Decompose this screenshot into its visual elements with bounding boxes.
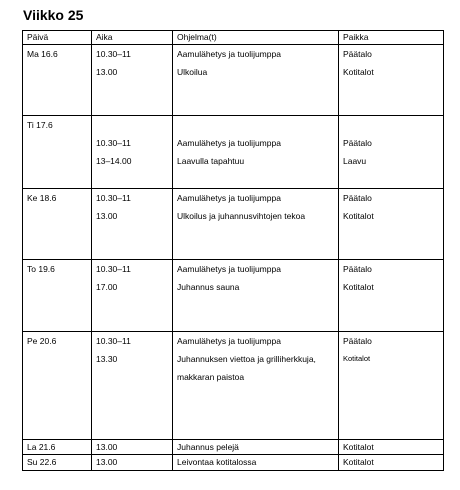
time-value: 10.30–11 bbox=[96, 138, 131, 148]
program-cell bbox=[173, 45, 339, 116]
place-text: Kotitalot bbox=[343, 282, 374, 292]
table-row bbox=[23, 189, 444, 260]
place-cell bbox=[339, 455, 444, 471]
program-text: Laavulla tapahtuu bbox=[177, 156, 245, 166]
time-value: 10.30–11 bbox=[96, 264, 131, 274]
time-cell bbox=[92, 116, 173, 189]
place-cell bbox=[339, 332, 444, 440]
place-cell bbox=[339, 260, 444, 332]
place-cell bbox=[339, 440, 444, 455]
day-label: Pe 20.6 bbox=[27, 336, 57, 346]
day-label: La 21.6 bbox=[27, 442, 56, 452]
day-cell bbox=[23, 440, 92, 455]
table-row bbox=[23, 260, 444, 332]
program-text: Aamulähetys ja tuolijumppa bbox=[177, 264, 281, 274]
table-row bbox=[23, 455, 444, 471]
place-text: Päätalo bbox=[343, 138, 372, 148]
day-label: Ti 17.6 bbox=[27, 120, 53, 130]
day-cell bbox=[23, 332, 92, 440]
table-header-row bbox=[23, 31, 444, 45]
time-value: 13.00 bbox=[96, 211, 118, 221]
place-text: Kotitalot bbox=[343, 457, 374, 467]
header-time: Aika bbox=[92, 31, 173, 45]
program-cell bbox=[173, 440, 339, 455]
time-cell bbox=[92, 440, 173, 455]
table-row bbox=[23, 440, 444, 455]
program-text: Aamulähetys ja tuolijumppa bbox=[177, 193, 281, 203]
program-text: makkaran paistoa bbox=[177, 372, 245, 382]
time-value: 10.30–11 bbox=[96, 49, 131, 59]
time-value: 10.30–11 bbox=[96, 193, 131, 203]
program-text: Juhannuksen viettoa ja grilliherkkuja, bbox=[177, 354, 316, 364]
place-text: Päätalo bbox=[343, 264, 372, 274]
time-value: 13.00 bbox=[96, 67, 118, 77]
day-cell bbox=[23, 189, 92, 260]
time-value: 13.00 bbox=[96, 457, 118, 467]
place-text: Laavu bbox=[343, 156, 367, 166]
place-cell bbox=[339, 189, 444, 260]
place-text: Kotitalot bbox=[343, 67, 374, 77]
table-row bbox=[23, 332, 444, 440]
place-text: Kotitalot bbox=[343, 211, 374, 221]
day-label: Ma 16.6 bbox=[27, 49, 58, 59]
program-cell bbox=[173, 260, 339, 332]
place-text: Päätalo bbox=[343, 193, 372, 203]
time-value: 13–14.00 bbox=[96, 156, 132, 166]
time-value: 13.30 bbox=[96, 354, 118, 364]
day-cell bbox=[23, 45, 92, 116]
table-row bbox=[23, 45, 444, 116]
time-value: 17.00 bbox=[96, 282, 118, 292]
program-cell bbox=[173, 189, 339, 260]
time-cell bbox=[92, 260, 173, 332]
program-cell bbox=[173, 116, 339, 189]
table-row bbox=[23, 116, 444, 189]
day-label: To 19.6 bbox=[27, 264, 55, 274]
schedule-table bbox=[22, 30, 444, 471]
day-cell bbox=[23, 260, 92, 332]
program-text: Ulkoilus ja juhannusvihtojen tekoa bbox=[177, 211, 306, 221]
header-place: Paikka bbox=[339, 31, 444, 45]
day-cell bbox=[23, 116, 92, 189]
place-text: Kotitalot bbox=[343, 442, 374, 452]
header-day: Päivä bbox=[23, 31, 92, 45]
time-cell bbox=[92, 45, 173, 116]
day-cell bbox=[23, 455, 92, 471]
time-value: 13.00 bbox=[96, 442, 118, 452]
program-text: Juhannus sauna bbox=[177, 282, 240, 292]
program-text: Aamulähetys ja tuolijumppa bbox=[177, 49, 281, 59]
program-text: Juhannus pelejä bbox=[177, 442, 239, 452]
place-text: Päätalo bbox=[343, 336, 372, 346]
program-text: Aamulähetys ja tuolijumppa bbox=[177, 138, 281, 148]
place-text: Kotitalot bbox=[343, 354, 371, 363]
page-title: Viikko 25 bbox=[23, 7, 84, 23]
time-cell bbox=[92, 189, 173, 260]
day-label: Su 22.6 bbox=[27, 457, 57, 467]
place-cell bbox=[339, 45, 444, 116]
program-text: Leivontaa kotitalossa bbox=[177, 457, 257, 467]
time-cell bbox=[92, 332, 173, 440]
program-cell bbox=[173, 455, 339, 471]
time-cell bbox=[92, 455, 173, 471]
program-text: Aamulähetys ja tuolijumppa bbox=[177, 336, 281, 346]
header-program: Ohjelma(t) bbox=[173, 31, 339, 45]
time-value: 10.30–11 bbox=[96, 336, 131, 346]
program-cell bbox=[173, 332, 339, 440]
place-text: Päätalo bbox=[343, 49, 372, 59]
program-text: Ulkoilua bbox=[177, 67, 208, 77]
place-cell bbox=[339, 116, 444, 189]
day-label: Ke 18.6 bbox=[27, 193, 57, 203]
